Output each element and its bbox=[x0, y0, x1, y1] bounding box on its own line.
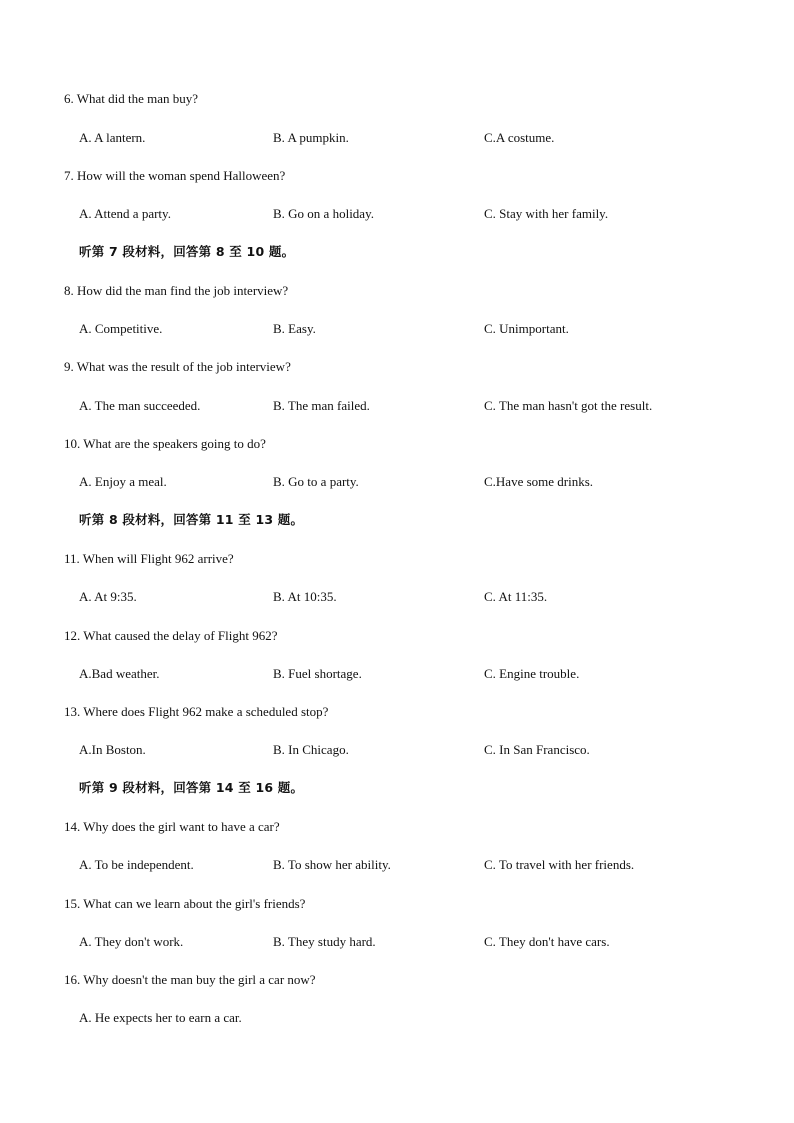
option-c: C. Engine trouble. bbox=[484, 666, 580, 681]
option-a: A.Bad weather. bbox=[79, 666, 160, 681]
option-c: C.A costume. bbox=[484, 130, 555, 145]
option-b: B. Go to a party. bbox=[273, 474, 359, 489]
option-b: B. They study hard. bbox=[273, 934, 376, 949]
option-a: A. To be independent. bbox=[79, 857, 194, 872]
option-b: B. A pumpkin. bbox=[273, 130, 349, 145]
option-a: A. At 9:35. bbox=[79, 589, 137, 604]
option-b: B. In Chicago. bbox=[273, 742, 349, 757]
question-14: 14. Why does the girl want to have a car? bbox=[64, 819, 280, 834]
question-16: 16. Why doesn't the man buy the girl a car now? bbox=[64, 972, 316, 987]
question-13: 13. Where does Flight 962 make a scheduled stop? bbox=[64, 704, 329, 719]
option-a: A. The man succeeded. bbox=[79, 398, 201, 413]
section-heading-8: 听第 8 段材料，回答第 11 至 13 题。 bbox=[79, 512, 304, 527]
question-10: 10. What are the speakers going to do? bbox=[64, 436, 266, 451]
option-b: B. Fuel shortage. bbox=[273, 666, 362, 681]
section-heading-7: 听第 7 段材料，回答第 8 至 10 题。 bbox=[79, 244, 295, 259]
option-c: C. They don't have cars. bbox=[484, 934, 610, 949]
option-a: A. They don't work. bbox=[79, 934, 184, 949]
question-7: 7. How will the woman spend Halloween? bbox=[64, 168, 286, 183]
option-c: C. Unimportant. bbox=[484, 321, 569, 336]
section-heading-9: 听第 9 段材料，回答第 14 至 16 题。 bbox=[79, 780, 304, 795]
option-a: A. Attend a party. bbox=[79, 206, 171, 221]
option-b: B. Go on a holiday. bbox=[273, 206, 374, 221]
option-b: B. At 10:35. bbox=[273, 589, 337, 604]
option-b: B. Easy. bbox=[273, 321, 316, 336]
question-8: 8. How did the man find the job interview? bbox=[64, 283, 289, 298]
option-b: B. The man failed. bbox=[273, 398, 370, 413]
question-9: 9. What was the result of the job interview? bbox=[64, 359, 291, 374]
option-c: C. To travel with her friends. bbox=[484, 857, 635, 872]
question-12: 12. What caused the delay of Flight 962? bbox=[64, 628, 278, 643]
option-c: C. At 11:35. bbox=[484, 589, 548, 604]
question-11: 11. When will Flight 962 arrive? bbox=[64, 551, 234, 566]
option-c: C. Stay with her family. bbox=[484, 206, 609, 221]
option-a: A. A lantern. bbox=[79, 130, 146, 145]
option-a: A.In Boston. bbox=[79, 742, 146, 757]
option-b: B. To show her ability. bbox=[273, 857, 391, 872]
option-c: C.Have some drinks. bbox=[484, 474, 594, 489]
question-15: 15. What can we learn about the girl's friends? bbox=[64, 896, 306, 911]
option-a: A. He expects her to earn a car. bbox=[79, 1010, 242, 1025]
question-6: 6. What did the man buy? bbox=[64, 91, 199, 106]
option-a: A. Enjoy a meal. bbox=[79, 474, 167, 489]
option-a: A. Competitive. bbox=[79, 321, 163, 336]
option-c: C. The man hasn't got the result. bbox=[484, 398, 653, 413]
option-c: C. In San Francisco. bbox=[484, 742, 590, 757]
